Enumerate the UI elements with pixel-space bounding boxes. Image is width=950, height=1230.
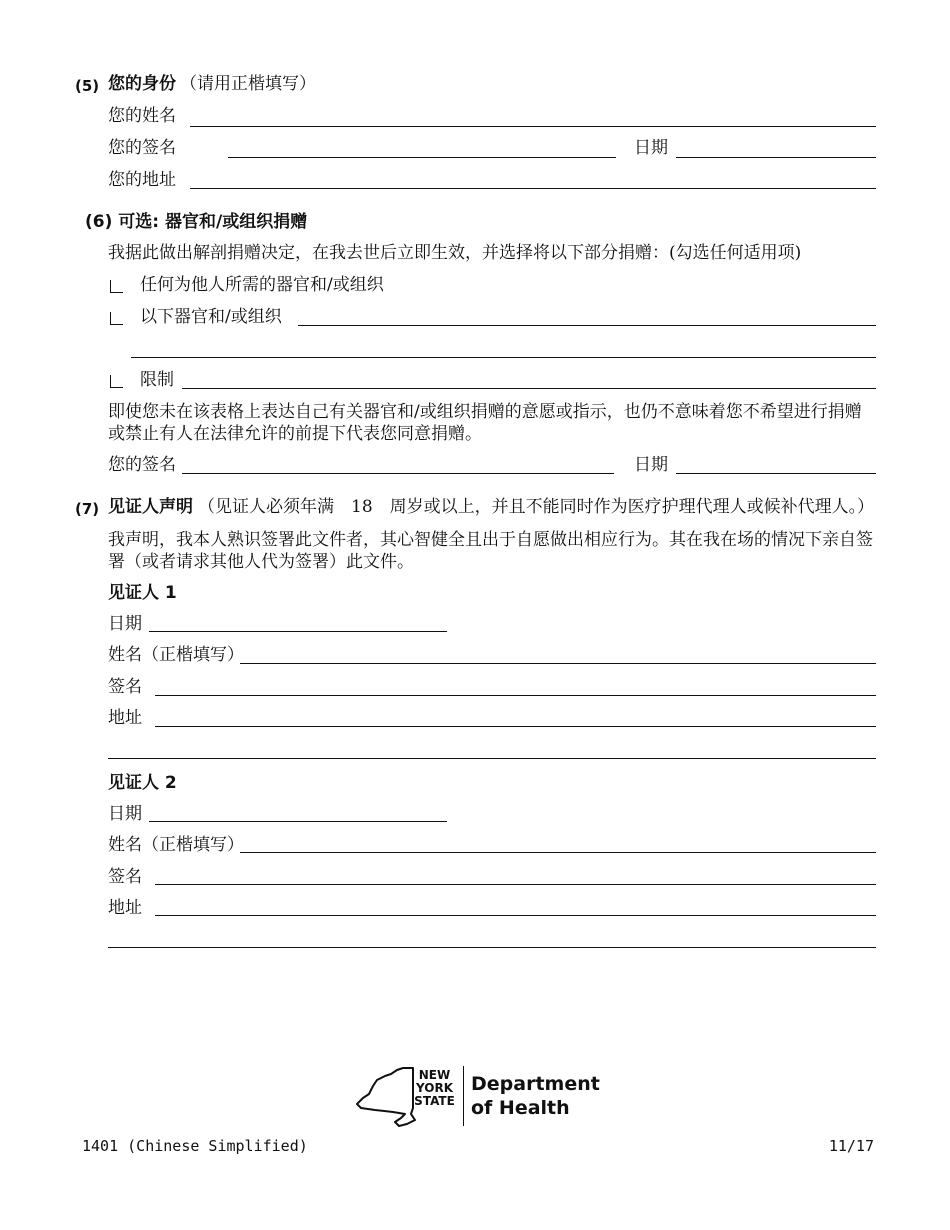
donation-signature-field[interactable]	[182, 473, 614, 474]
nys-doh-logo	[355, 1064, 605, 1130]
option-any-organs-label: 任何为他人所需的器官和/或组织	[140, 275, 384, 295]
donation-date-field[interactable]	[676, 473, 876, 474]
your-name-label: 您的姓名	[108, 106, 176, 126]
section-5-number: (5)	[75, 77, 100, 95]
form-id: 1401 (Chinese Simplified)	[82, 1137, 308, 1155]
witness-1-signature-field[interactable]	[155, 695, 876, 696]
witness-2-signature-field[interactable]	[155, 884, 876, 885]
section-7-title: 见证人声明	[108, 497, 193, 517]
new-york-state-outline-icon	[355, 1064, 417, 1130]
witness-2-name-label: 姓名（正楷填写）	[108, 835, 244, 855]
donation-notice: 即使您未在该表格上表达自己有关器官和/或组织捐赠的意愿或指示，也仍不意味着您不希望进行捐赠或禁止有人在法律允许的前提下代表您同意捐赠。	[108, 402, 862, 444]
section-7-number: (7)	[75, 500, 100, 518]
department-of-health-wordmark	[471, 1072, 600, 1120]
specific-organs-field-continued[interactable]	[131, 357, 876, 358]
witness-1-name-field[interactable]	[240, 663, 876, 664]
witness-1-address-field-continued[interactable]	[108, 758, 876, 759]
witness-2-address-label: 地址	[108, 898, 142, 918]
section-5-title: 您的身份	[108, 74, 176, 94]
limitations-field[interactable]	[182, 388, 876, 389]
logo-department: Department	[471, 1073, 600, 1095]
form-revision: 11/17	[828, 1137, 874, 1155]
section-7-note: （见证人必须年满 18 周岁或以上，并且不能同时作为医疗护理代理人或候补代理人。）	[198, 497, 875, 517]
your-address-field[interactable]	[190, 188, 876, 189]
donation-date-label: 日期	[634, 455, 668, 475]
new-york-state-wordmark	[412, 1069, 457, 1108]
logo-of-health: of Health	[471, 1097, 570, 1119]
option-specific-organs-checkbox[interactable]	[110, 312, 123, 325]
witness-statement: 我声明，我本人熟识签署此文件者，其心智健全且出于自愿做出相应行为。其在我在场的情况下亲自签署（或者请求其他人代为签署）此文件。	[108, 530, 873, 572]
witness-2-address-field-continued[interactable]	[108, 947, 876, 948]
witness-2-date-field[interactable]	[149, 821, 447, 822]
logo-divider	[463, 1066, 464, 1126]
logo-new: NEW	[418, 1068, 451, 1082]
witness-2-date-label: 日期	[108, 804, 142, 824]
section-5-note: （请用正楷填写）	[180, 74, 316, 94]
logo-york: YORK	[415, 1081, 453, 1095]
option-limitations-label: 限制	[140, 370, 174, 390]
witness-2-signature-label: 签名	[108, 867, 142, 887]
witness-1-address-label: 地址	[108, 708, 142, 728]
option-any-organs-checkbox[interactable]	[110, 280, 123, 293]
your-name-field[interactable]	[190, 126, 876, 127]
your-date-field[interactable]	[676, 157, 876, 158]
witness-2-heading: 见证人 2	[108, 773, 177, 793]
your-address-label: 您的地址	[108, 170, 176, 190]
witness-2-name-field[interactable]	[240, 852, 876, 853]
donation-signature-label: 您的签名	[108, 455, 176, 475]
option-limitations-checkbox[interactable]	[110, 375, 123, 388]
witness-1-address-field[interactable]	[155, 726, 876, 727]
section-6-title: (6) 可选: 器官和/或组织捐赠	[85, 212, 308, 232]
your-date-label: 日期	[634, 138, 668, 158]
witness-1-heading: 见证人 1	[108, 583, 177, 603]
witness-1-signature-label: 签名	[108, 677, 142, 697]
your-signature-label: 您的签名	[108, 138, 176, 158]
witness-1-date-field[interactable]	[149, 631, 447, 632]
witness-1-name-label: 姓名（正楷填写）	[108, 645, 244, 665]
witness-1-date-label: 日期	[108, 614, 142, 634]
option-specific-organs-label: 以下器官和/或组织	[140, 307, 282, 327]
section-6-intro: 我据此做出解剖捐赠决定，在我去世后立即生效，并选择将以下部分捐赠：(勾选任何适用项)	[108, 243, 802, 263]
specific-organs-field[interactable]	[298, 325, 876, 326]
witness-2-address-field[interactable]	[155, 915, 876, 916]
your-signature-field[interactable]	[228, 157, 616, 158]
logo-state: STATE	[414, 1094, 455, 1108]
